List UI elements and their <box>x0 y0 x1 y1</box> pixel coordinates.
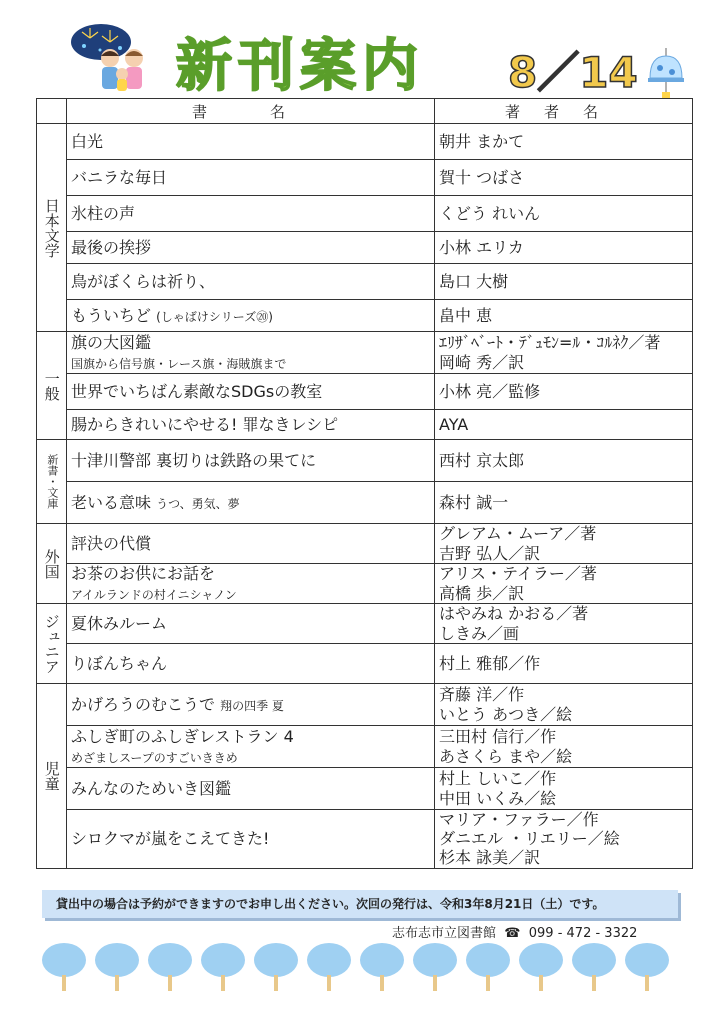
family-illustration-icon <box>92 46 152 94</box>
book-title: 夏休みルーム <box>71 613 168 633</box>
column-header-author: 著者名 <box>435 99 693 124</box>
table-body <box>37 124 693 869</box>
book-title: お茶のお供にお話を <box>71 564 216 584</box>
author-name: 中田 いくみ／絵 <box>439 788 557 808</box>
author-cell <box>435 332 693 374</box>
author-cell <box>435 264 693 300</box>
book-title: 評決の代償 <box>71 533 152 553</box>
uchiwa-fan-icon <box>201 943 245 991</box>
table-row <box>37 124 693 160</box>
table-header-row <box>37 99 693 124</box>
book-title: ふしぎ町のふしぎレストラン 4 <box>71 727 294 747</box>
book-title: 十津川警部 裏切りは鉄路の果てに <box>71 450 317 470</box>
author-cell <box>435 768 693 810</box>
phone-number: 099 - 472 - 3322 <box>528 926 638 941</box>
book-title-cell <box>67 160 435 196</box>
category-label: 児童 <box>42 760 61 791</box>
author-name: グレアム・ムーア／著 <box>439 524 597 544</box>
author-name: 三田村 信行／作 <box>439 727 557 747</box>
author-cell <box>435 410 693 440</box>
author-name: 島口 大樹 <box>439 271 509 291</box>
book-title-cell <box>67 332 435 374</box>
book-title-cell <box>67 196 435 232</box>
category-cell <box>37 524 67 604</box>
author-cell <box>435 196 693 232</box>
book-title-cell <box>67 604 435 644</box>
book-title-cell <box>67 124 435 160</box>
author-name: 高橋 歩／訳 <box>439 583 525 603</box>
author-cell <box>435 604 693 644</box>
author-name: 西村 京太郎 <box>439 450 525 470</box>
author-cell <box>435 564 693 604</box>
author-cell <box>435 810 693 869</box>
author-name: 小林 エリカ <box>439 237 524 257</box>
book-title-cell <box>67 726 435 768</box>
book-subtitle: アイルランドの村イニシャノン <box>71 587 237 602</box>
category-label: 一般 <box>42 370 61 401</box>
table-row <box>37 196 693 232</box>
author-cell <box>435 160 693 196</box>
uchiwa-fan-icon <box>625 943 669 991</box>
table-row <box>37 160 693 196</box>
author-name: はやみね かおる／著 <box>439 604 589 624</box>
column-header-title: 書 名 <box>67 99 435 124</box>
book-title: シロクマが嵐をこえてきた! <box>71 829 270 849</box>
author-name: 村上 しいこ／作 <box>439 769 557 789</box>
uchiwa-fan-icon <box>360 943 404 991</box>
author-name: ｴﾘｻﾞﾍﾞｰﾄ・ﾃﾞｭﾓﾝ=ﾙ・ｺﾙﾈｸ／著 <box>439 333 661 353</box>
author-cell <box>435 374 693 410</box>
book-subtitle: めざましスープのすごいききめ <box>71 750 238 765</box>
author-name: くどう れいん <box>439 203 541 223</box>
author-cell <box>435 124 693 160</box>
author-name: 吉野 弘人／訳 <box>439 543 541 563</box>
category-cell <box>37 440 67 524</box>
table-row <box>37 264 693 300</box>
uchiwa-fan-icon <box>572 943 616 991</box>
book-title-cell <box>67 524 435 564</box>
table-row <box>37 684 693 726</box>
table-row <box>37 332 693 374</box>
uchiwa-fan-icon <box>466 943 510 991</box>
author-name: 小林 亮／監修 <box>439 381 541 401</box>
category-cell <box>37 124 67 332</box>
book-title: 最後の挨拶 <box>71 237 152 257</box>
book-subtitle: 国旗から信号旗・レース旗・海賊旗まで <box>71 356 287 371</box>
book-title: 旗の大図鑑 <box>71 333 152 353</box>
author-name: AYA <box>439 414 469 434</box>
book-title-cell <box>67 482 435 524</box>
table-row <box>37 410 693 440</box>
book-title-cell <box>67 440 435 482</box>
book-title: バニラな毎日 <box>71 167 168 187</box>
author-name: 朝井 まかて <box>439 131 525 151</box>
author-name: 岡崎 秀／訳 <box>439 352 525 372</box>
book-title-cell <box>67 684 435 726</box>
table-row <box>37 482 693 524</box>
author-name: いとう あつき／絵 <box>439 704 573 724</box>
issue-date: 8／14 <box>508 48 638 97</box>
header-blank <box>37 99 67 124</box>
uchiwa-fan-icon <box>519 943 563 991</box>
book-subtitle: うつ、勇気、夢 <box>156 496 240 511</box>
table-row <box>37 232 693 264</box>
book-title: 老いる意味 <box>71 492 152 512</box>
author-name: 杉本 詠美／訳 <box>439 848 541 868</box>
category-label: 日本文学 <box>42 197 61 258</box>
notice-banner: 貸出中の場合は予約ができますのでお申し出ください。次回の発行は、令和3年8月21日（土）です。 <box>42 890 678 918</box>
book-subtitle: 翔の四季 夏 <box>220 698 284 713</box>
table-row <box>37 564 693 604</box>
author-name: 畠中 恵 <box>439 305 493 325</box>
category-cell <box>37 332 67 440</box>
uchiwa-fan-icon <box>95 943 139 991</box>
uchiwa-fan-icon <box>148 943 192 991</box>
book-title-cell <box>67 810 435 869</box>
author-cell <box>435 524 693 564</box>
author-cell <box>435 440 693 482</box>
book-title-cell <box>67 264 435 300</box>
author-cell <box>435 684 693 726</box>
author-name: 斉藤 洋／作 <box>439 685 525 705</box>
author-name: 村上 雅郁／作 <box>439 653 541 673</box>
book-title-cell <box>67 300 435 332</box>
author-cell <box>435 300 693 332</box>
author-cell <box>435 482 693 524</box>
uchiwa-fan-icon <box>42 943 86 991</box>
author-name: 森村 誠一 <box>439 492 509 512</box>
table-row <box>37 644 693 684</box>
table-row <box>37 810 693 869</box>
table-row <box>37 726 693 768</box>
book-title: 腸からきれいにやせる! 罪なきレシピ <box>71 414 339 434</box>
book-subtitle: (しゃばけシリーズ⑳) <box>156 309 273 324</box>
table-row <box>37 604 693 644</box>
book-title-cell <box>67 374 435 410</box>
author-name: マリア・ファラー／作 <box>439 810 599 829</box>
new-books-table <box>36 98 693 869</box>
book-title: 鳥がぼくらは祈り、 <box>71 271 216 291</box>
footer <box>392 922 637 941</box>
book-title-cell <box>67 410 435 440</box>
author-cell <box>435 726 693 768</box>
author-name: しきみ／画 <box>439 623 520 643</box>
phone-icon: ☎ <box>500 926 525 941</box>
category-cell <box>37 604 67 684</box>
book-title-cell <box>67 644 435 684</box>
book-title: 氷柱の声 <box>71 203 136 223</box>
category-cell <box>37 684 67 869</box>
author-name: あさくら まや／絵 <box>439 746 573 766</box>
book-title: みんなのためいき図鑑 <box>71 778 232 798</box>
book-title: もういちど <box>71 305 152 325</box>
uchiwa-fan-icon <box>254 943 298 991</box>
author-name: アリス・テイラー／著 <box>439 564 597 584</box>
author-name: ダニエル ・リエリー／絵 <box>439 829 620 849</box>
wind-chime-icon <box>644 48 688 98</box>
table-row <box>37 300 693 332</box>
book-title: 白光 <box>71 131 104 151</box>
category-label: 外国 <box>42 548 61 579</box>
book-title: りぼんちゃん <box>71 653 168 673</box>
book-title: 世界でいちばん素敵なSDGsの教室 <box>71 381 323 401</box>
library-name: 志布志市立図書館 <box>392 926 497 941</box>
category-label: 新書・文庫 <box>45 454 59 509</box>
author-cell <box>435 644 693 684</box>
author-name: 賀十 つばさ <box>439 167 525 187</box>
header <box>0 0 724 99</box>
book-title-cell <box>67 232 435 264</box>
book-title-cell <box>67 564 435 604</box>
uchiwa-fan-icon <box>413 943 457 991</box>
book-title-cell <box>67 768 435 810</box>
book-title: かげろうのむこうで <box>71 694 216 714</box>
table-row <box>37 524 693 564</box>
uchiwa-fans-row <box>38 942 678 994</box>
uchiwa-fan-icon <box>307 943 351 991</box>
page-title: 新刊案内 <box>176 34 424 99</box>
author-cell <box>435 232 693 264</box>
category-label: ジュニア <box>42 613 61 674</box>
table-row <box>37 440 693 482</box>
table-row <box>37 768 693 810</box>
table-row <box>37 374 693 410</box>
